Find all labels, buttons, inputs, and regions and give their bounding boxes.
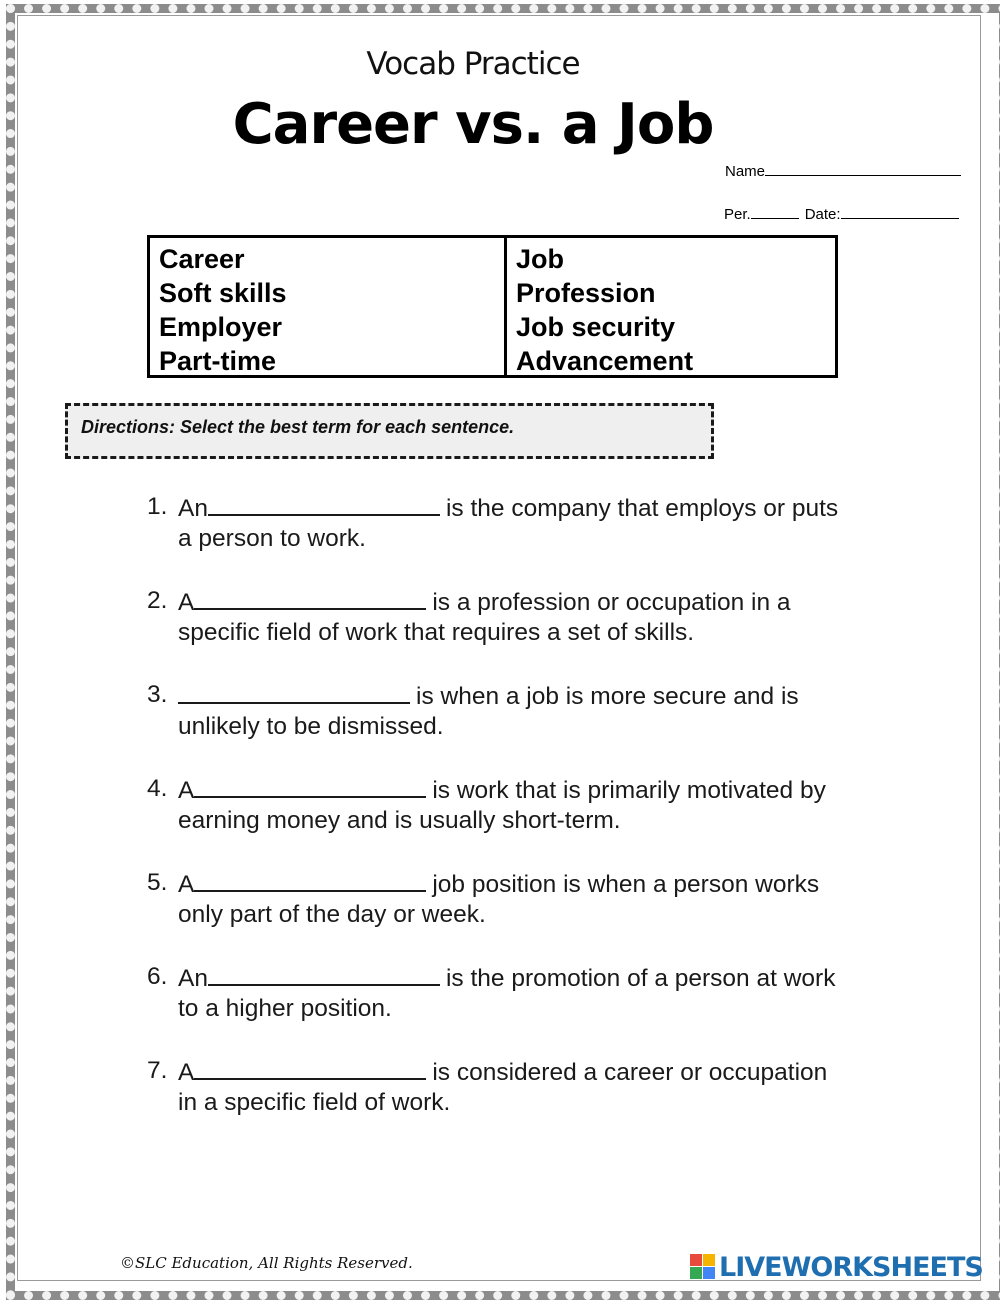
question-number: 1.: [147, 493, 168, 520]
period-blank[interactable]: [751, 204, 799, 219]
question-lead: A: [178, 871, 195, 898]
question-item: [147, 586, 887, 648]
answer-blank[interactable]: [208, 492, 440, 516]
answer-blank[interactable]: [194, 868, 426, 892]
logo-tile: [703, 1267, 715, 1279]
word-bank-term: Job: [516, 244, 565, 274]
logo-tiles-icon: [690, 1254, 716, 1280]
question-number: 5.: [147, 869, 168, 896]
logo-tile: [703, 1254, 715, 1266]
question-item: [147, 962, 887, 1024]
question-item: [147, 774, 887, 836]
answer-blank[interactable]: [178, 680, 410, 704]
date-label: Date:: [804, 206, 841, 223]
word-bank-term: Profession: [516, 278, 656, 308]
question-lead: A: [178, 777, 195, 804]
logo-text: LIVEWORKSHEETS: [719, 1251, 983, 1283]
answer-blank[interactable]: [208, 962, 440, 986]
question-number: 2.: [147, 587, 168, 614]
question-item: [147, 1056, 887, 1118]
question-text: is when a job is more secure and is: [416, 683, 799, 710]
question-number: 4.: [147, 775, 168, 802]
period-label: Per.: [724, 206, 751, 223]
question-number: 7.: [147, 1057, 168, 1084]
question-lead: A: [178, 589, 195, 616]
question-text: is the promotion of a person at work: [445, 965, 836, 992]
question-number: 6.: [147, 963, 168, 990]
logo-tile: [690, 1267, 702, 1279]
question-text: is the company that employs or puts: [445, 495, 839, 522]
answer-blank[interactable]: [194, 586, 426, 610]
question-text-continued: a person to work.: [178, 525, 366, 552]
word-bank-term: Advancement: [516, 346, 694, 376]
question-text-continued: unlikely to be dismissed.: [178, 713, 444, 740]
question-lead: An: [178, 495, 208, 522]
question-text-continued: earning money and is usually short-term.: [178, 807, 621, 834]
word-bank-term: Soft skills: [159, 278, 287, 308]
liveworksheets-logo[interactable]: [690, 1250, 983, 1284]
answer-blank[interactable]: [194, 1056, 426, 1080]
directions-box: [65, 403, 714, 459]
question-text-continued: to a higher position.: [178, 995, 392, 1022]
question-text-continued: in a specific field of work.: [178, 1089, 451, 1116]
worksheet-subtitle: Vocab Practice: [366, 46, 580, 82]
question-text: is a profession or occupation in a: [432, 589, 791, 616]
question-text: is considered a career or occupation: [432, 1059, 828, 1086]
question-item: [147, 868, 887, 930]
word-bank: [147, 235, 838, 378]
word-bank-term: Career: [159, 244, 245, 274]
question-list: [147, 492, 887, 1150]
worksheet-title: Career vs. a Job: [232, 92, 714, 157]
answer-blank[interactable]: [194, 774, 426, 798]
period-date-row: [724, 204, 959, 223]
word-bank-term: Employer: [159, 312, 283, 342]
question-lead: A: [178, 1059, 195, 1086]
word-bank-term: Job security: [516, 312, 676, 342]
question-lead: An: [178, 965, 208, 992]
word-bank-term: Part-time: [159, 346, 277, 376]
question-text-continued: only part of the day or week.: [178, 901, 486, 928]
copyright-notice: ©SLC Education, All Rights Reserved.: [120, 1254, 413, 1272]
question-item: [147, 680, 887, 742]
name-field-row: [725, 161, 961, 180]
question-item: [147, 492, 887, 554]
question-text: is work that is primarily motivated by: [432, 777, 826, 804]
question-number: 3.: [147, 681, 168, 708]
logo-tile: [690, 1254, 702, 1266]
word-bank-right-column: [507, 238, 693, 375]
word-bank-left-column: [150, 238, 507, 375]
name-blank[interactable]: [765, 161, 961, 176]
name-label: Name: [725, 163, 766, 180]
date-blank[interactable]: [841, 204, 959, 219]
directions-text: Directions: Select the best term for each sentence.: [81, 417, 515, 437]
question-text-continued: specific field of work that requires a set of skills.: [178, 619, 695, 646]
question-text: job position is when a person works: [432, 871, 820, 898]
